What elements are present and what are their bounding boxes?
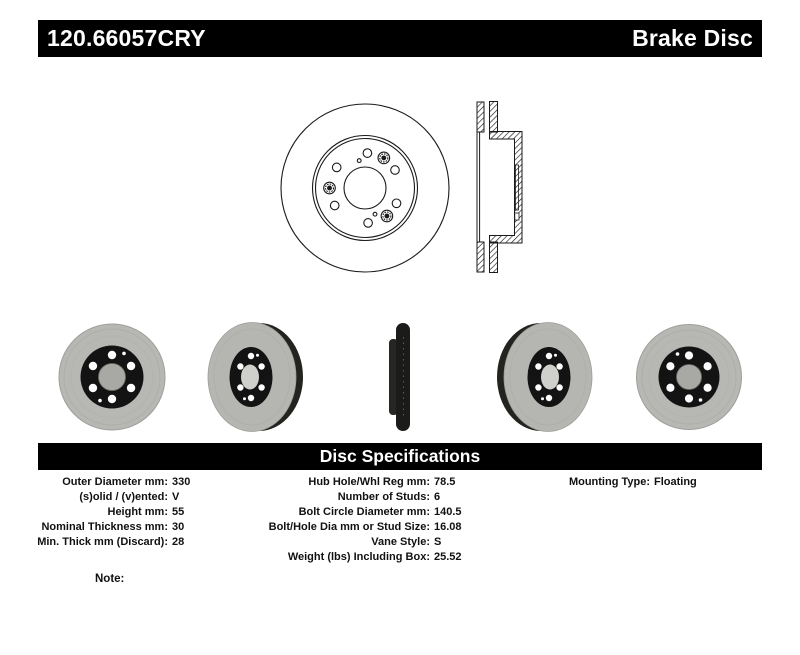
spec-row (265, 490, 462, 505)
spec-label: Hub Hole/Whl Reg mm: (308, 476, 430, 488)
spec-row (520, 475, 697, 490)
spec-label: Bolt/Hole Dia mm or Stud Size: (268, 521, 430, 533)
product-photo-angled-left-edge (497, 323, 592, 432)
spec-value: Floating (654, 476, 697, 488)
product-photos (0, 315, 800, 440)
spec-value: 78.5 (434, 476, 456, 488)
cross-section-drawing (477, 102, 522, 273)
spec-label: Height mm: (107, 506, 168, 518)
spec-row (35, 475, 190, 490)
spec-row (35, 490, 190, 505)
spec-row (35, 505, 190, 520)
disc-specifications-bar (38, 443, 762, 470)
technical-drawing (250, 85, 570, 300)
part-number: 120.66057CRY (47, 25, 206, 51)
spec-label: Vane Style: (371, 536, 430, 548)
header-bar (38, 20, 762, 57)
spec-label: Bolt Circle Diameter mm: (298, 506, 430, 518)
spec-value: 16.08 (434, 521, 462, 533)
spec-value: 55 (172, 506, 185, 518)
spec-label: Number of Studs: (337, 491, 430, 503)
spec-row (265, 475, 462, 490)
spec-column-right (520, 475, 697, 490)
spec-column-left (35, 475, 190, 550)
product-photo-front-2 (637, 325, 742, 430)
spec-value: V (172, 491, 180, 503)
spec-row (265, 535, 462, 550)
spec-column-middle (265, 475, 462, 565)
spec-value: 28 (172, 536, 185, 548)
spec-label: Mounting Type: (568, 476, 650, 488)
spec-value: 30 (172, 521, 185, 533)
note-label: Note: (95, 573, 125, 585)
spec-row (35, 520, 190, 535)
spec-value: 6 (434, 491, 441, 503)
spec-value: S (434, 536, 442, 548)
spec-label: Min. Thick mm (Discard): (37, 536, 168, 548)
front-view-drawing (281, 104, 449, 272)
spec-label: Outer Diameter mm: (62, 476, 168, 488)
spec-row (265, 550, 462, 565)
spec-value: 25.52 (434, 551, 462, 563)
product-photo-front (59, 324, 165, 430)
spec-value: 330 (172, 476, 191, 488)
spec-row (265, 505, 462, 520)
product-photo-angled-right-edge (208, 323, 303, 432)
product-name: Brake Disc (632, 25, 753, 51)
spec-value: 140.5 (434, 506, 462, 518)
spec-row (35, 535, 190, 550)
product-photo-edge (389, 323, 410, 431)
spec-label: (s)olid / (v)ented: (79, 491, 168, 503)
spec-label: Weight (lbs) Including Box: (287, 551, 430, 563)
spec-label: Nominal Thickness mm: (41, 521, 168, 533)
disc-specifications-title: Disc Specifications (319, 446, 481, 466)
spec-row (265, 520, 462, 535)
